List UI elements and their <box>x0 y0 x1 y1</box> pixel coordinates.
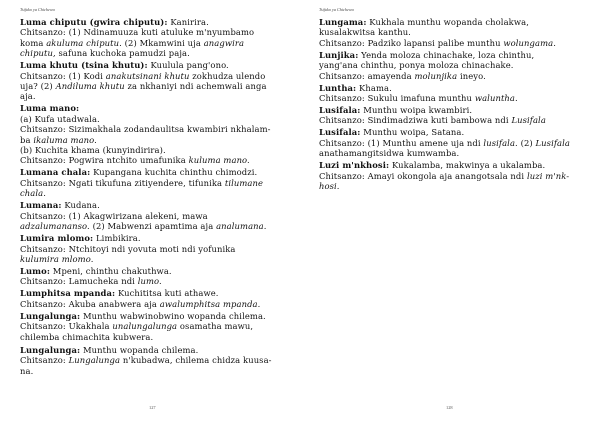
entry-text: Kuchititsa kuti athawe. <box>115 288 219 299</box>
dictionary-entry <box>20 17 292 59</box>
entry-line <box>319 148 591 158</box>
dictionary-entry <box>20 266 292 287</box>
entry-line <box>20 233 292 243</box>
entry-line <box>20 27 292 37</box>
entry-text: ba <box>20 134 34 145</box>
example-term: awalumphitsa mpanda. <box>159 298 261 309</box>
entry-line <box>20 266 292 276</box>
entry-text: Kukhala munthu wopanda cholakwa, <box>366 17 529 27</box>
entry-line <box>20 124 292 134</box>
entry-line <box>20 332 292 342</box>
example-term: akuluma chiputu. <box>46 37 122 48</box>
entry-text: chilemba chimachita kubwera. <box>20 331 154 342</box>
entry-text: Kupangana kuchita chinthu chimodzi. <box>90 167 258 178</box>
entry-line <box>20 145 292 155</box>
entry-text: Chitsanzo: Ntchitoyi ndi yovuta moti ndi yofunika <box>20 243 236 254</box>
example-term: kulumira mlomo. <box>20 253 94 264</box>
entry-line <box>20 155 292 165</box>
entry-text: Munthu wabwinobwino wopanda chilema. <box>80 310 266 321</box>
example-term: wolungama. <box>503 37 556 48</box>
running-header-left: Tsifuko ya Chichewa <box>20 7 55 12</box>
entry-text: yang'ana chinthu, ponya moloza chinachake. <box>319 60 514 71</box>
entry-text: Mpeni, chinthu chakuthwa. <box>50 265 172 276</box>
example-term: unalungalunga <box>112 321 178 332</box>
headword: Lungalunga: <box>20 310 81 321</box>
entry-line <box>20 254 292 264</box>
example-term: molunjika <box>414 70 458 81</box>
entry-text: Khama. <box>356 82 392 93</box>
dictionary-entry <box>20 167 292 198</box>
entry-text: na. <box>20 365 34 376</box>
entry-text: Kudana. <box>61 200 100 211</box>
headword: Lumana chala: <box>20 167 91 178</box>
entry-text: Kuulula pang'ono. <box>147 60 229 71</box>
left-column <box>20 17 292 378</box>
entry-text: safuna kuchoka pamudzi paja. <box>55 48 190 59</box>
entry-line <box>20 188 292 198</box>
entry-line <box>20 17 292 27</box>
example-term: waluntha. <box>474 93 518 104</box>
dictionary-entry <box>20 311 292 342</box>
entry-line <box>20 167 292 177</box>
example-term: kuluma mano. <box>188 155 250 166</box>
entry-text: (a) Kufa utadwala. <box>20 113 100 124</box>
entry-line <box>319 38 591 48</box>
entry-text: ineyo. <box>457 70 486 81</box>
entry-line <box>319 181 591 191</box>
dictionary-entry <box>20 288 292 309</box>
example-term: ikaluma mano. <box>33 134 97 145</box>
example-term: luzi m'nk- <box>526 170 570 181</box>
headword: Luma chiputu (gwira chiputu): <box>20 17 168 27</box>
entry-text: Chitsanzo: amayenda <box>319 70 415 81</box>
entry-line <box>319 50 591 60</box>
example-term: anakutsinani khutu <box>105 70 190 81</box>
entry-line <box>319 60 591 70</box>
page-number-left: 127 <box>149 405 156 410</box>
example-term: Andiluma khutu <box>55 81 125 92</box>
dictionary-entry <box>20 103 292 165</box>
entry-text: Chitsanzo: (1) Munthu amene uja ndi <box>319 137 484 148</box>
entry-text: Chitsanzo: Sukulu imafuna munthu <box>319 93 475 104</box>
dictionary-entry <box>20 200 292 231</box>
entry-line <box>319 17 591 27</box>
dictionary-entry <box>319 83 591 104</box>
entry-line <box>20 311 292 321</box>
dictionary-entry <box>319 160 591 191</box>
entry-line <box>319 160 591 170</box>
entry-line <box>319 105 591 115</box>
example-term: analumana. <box>216 221 267 232</box>
example-term: chala. <box>20 188 47 199</box>
headword: Lumira mlomo: <box>20 233 94 244</box>
entry-line <box>20 345 292 355</box>
entry-line <box>20 288 292 298</box>
example-term: hosi. <box>319 181 340 192</box>
entry-text: anathamangitsidwa kumwamba. <box>319 148 460 159</box>
dictionary-entry <box>20 345 292 376</box>
entry-line <box>20 366 292 376</box>
headword: Lusifala: <box>319 127 361 138</box>
entry-text: Yenda moloza chinachake, loza chinthu, <box>358 49 535 60</box>
page-number-right: 128 <box>446 405 453 410</box>
entry-text: Chitsanzo: Lamucheka ndi <box>20 276 138 287</box>
entry-text: zokhudza ulendo <box>189 70 266 81</box>
entry-line <box>319 27 591 37</box>
entry-line <box>20 244 292 254</box>
dictionary-entry <box>319 127 591 158</box>
headword: Lumana: <box>20 200 62 211</box>
entry-line <box>319 115 591 125</box>
running-header-right: Tsifuko ya Chichewa <box>319 7 354 12</box>
entry-line <box>20 355 292 365</box>
entry-text: Chitsanzo: (1) Kodi <box>20 70 106 81</box>
entry-text: kusalakwitsa kanthu. <box>319 27 411 38</box>
entry-line <box>20 221 292 231</box>
example-term: Lusifala <box>535 137 571 148</box>
entry-line <box>319 127 591 137</box>
dictionary-entry <box>20 60 292 102</box>
entry-text: Chitsanzo: Amayi okongola aja anangotsala ndi <box>319 170 527 181</box>
example-term: Lungalunga <box>68 355 121 366</box>
headword: Lumphitsa mpanda: <box>20 288 116 299</box>
example-term: lumo. <box>137 276 162 287</box>
entry-text: aja. <box>20 91 36 102</box>
right-page <box>300 0 600 424</box>
entry-text: Munthu woipa, Satana. <box>360 127 465 138</box>
headword: Luzi m'nkhosi: <box>319 160 390 171</box>
entry-line <box>319 71 591 81</box>
headword: Lungama: <box>319 17 367 27</box>
entry-line <box>319 93 591 103</box>
entry-text: Limbikira. <box>93 233 141 244</box>
entry-line <box>20 103 292 113</box>
entry-line <box>20 60 292 70</box>
entry-text: Munthu woipa kwambiri. <box>360 105 473 116</box>
dictionary-entry <box>319 105 591 126</box>
entry-line <box>20 178 292 188</box>
example-term: anagwira <box>203 37 245 48</box>
dictionary-entry <box>20 233 292 264</box>
entry-text: Chitsanzo: Akuba anabwera aja <box>20 298 160 309</box>
entry-text: Chitsanzo: (1) Akagwirizana alekeni, mawa <box>20 210 208 221</box>
entry-text: Chitsanzo: Sindimadziwa kuti bambowa ndi <box>319 115 512 126</box>
headword: Lusifala: <box>319 105 361 116</box>
entry-text: n'kubadwa, chilema chidza kuusa- <box>120 355 272 366</box>
entry-text: koma <box>20 37 47 48</box>
entry-line <box>20 299 292 309</box>
entry-line <box>319 171 591 181</box>
headword: Lunjika: <box>319 49 359 60</box>
entry-line <box>20 200 292 210</box>
entry-text: Kanirira. <box>167 17 209 27</box>
entry-text: (2) <box>517 137 536 148</box>
example-term: Lusifala <box>511 115 546 126</box>
entry-text: Chitsanzo: (1) Ndinamuuza kuti atuluke m'nyumbamo <box>20 27 255 38</box>
entry-line <box>20 114 292 124</box>
entry-line <box>20 135 292 145</box>
entry-text: Chitsanzo: <box>20 355 69 366</box>
entry-text: Chitsanzo: Ukakhala <box>20 321 113 332</box>
dictionary-entry <box>319 50 591 81</box>
entry-text: za nkhaniyi ndi achemwali anga <box>124 81 267 92</box>
example-term: chiputu, <box>20 48 56 59</box>
entry-text: uja? (2) <box>20 81 56 92</box>
entry-text: Chitsanzo: Padziko lapansi palibe munthu <box>319 37 504 48</box>
headword: Lungalunga: <box>20 344 81 355</box>
entry-text: Chitsanzo: Ngati tikufuna zitiyendere, tifunika <box>20 177 225 188</box>
headword: Luntha: <box>319 82 357 93</box>
entry-line <box>20 71 292 81</box>
entry-line <box>20 81 292 91</box>
entry-text: (2) Mkamwini uja <box>121 37 204 48</box>
entry-line <box>319 138 591 148</box>
entry-text: Chitsanzo: Sizimakhala zodandaulitsa kwambiri nkhalam- <box>20 124 271 135</box>
example-term: lusifala. <box>483 137 518 148</box>
entry-text: Chitsanzo: Pogwira ntchito umafunika <box>20 155 189 166</box>
entry-line <box>20 211 292 221</box>
entry-line <box>20 38 292 48</box>
entry-line <box>319 83 591 93</box>
headword: Lumo: <box>20 265 51 276</box>
entry-line <box>20 276 292 286</box>
right-column <box>319 17 591 193</box>
entry-line <box>20 48 292 58</box>
dictionary-entry <box>319 17 591 48</box>
entry-text: Munthu wopanda chilema. <box>80 344 199 355</box>
example-term: tilumane <box>224 177 264 188</box>
example-term: adzalumananso. <box>20 221 90 232</box>
headword: Luma khutu (tsina khutu): <box>20 60 148 71</box>
entry-line <box>20 91 292 101</box>
entry-line <box>20 321 292 331</box>
entry-text: Kukalamba, makwinya a ukalamba. <box>389 160 546 171</box>
entry-text: osamatha mawu, <box>177 321 254 332</box>
entry-text: (2) Mabwenzi apamtima aja <box>89 221 217 232</box>
headword: Luma mano: <box>20 103 80 114</box>
entry-text: (b) Kuchita khama (kunyindirira). <box>20 145 166 156</box>
